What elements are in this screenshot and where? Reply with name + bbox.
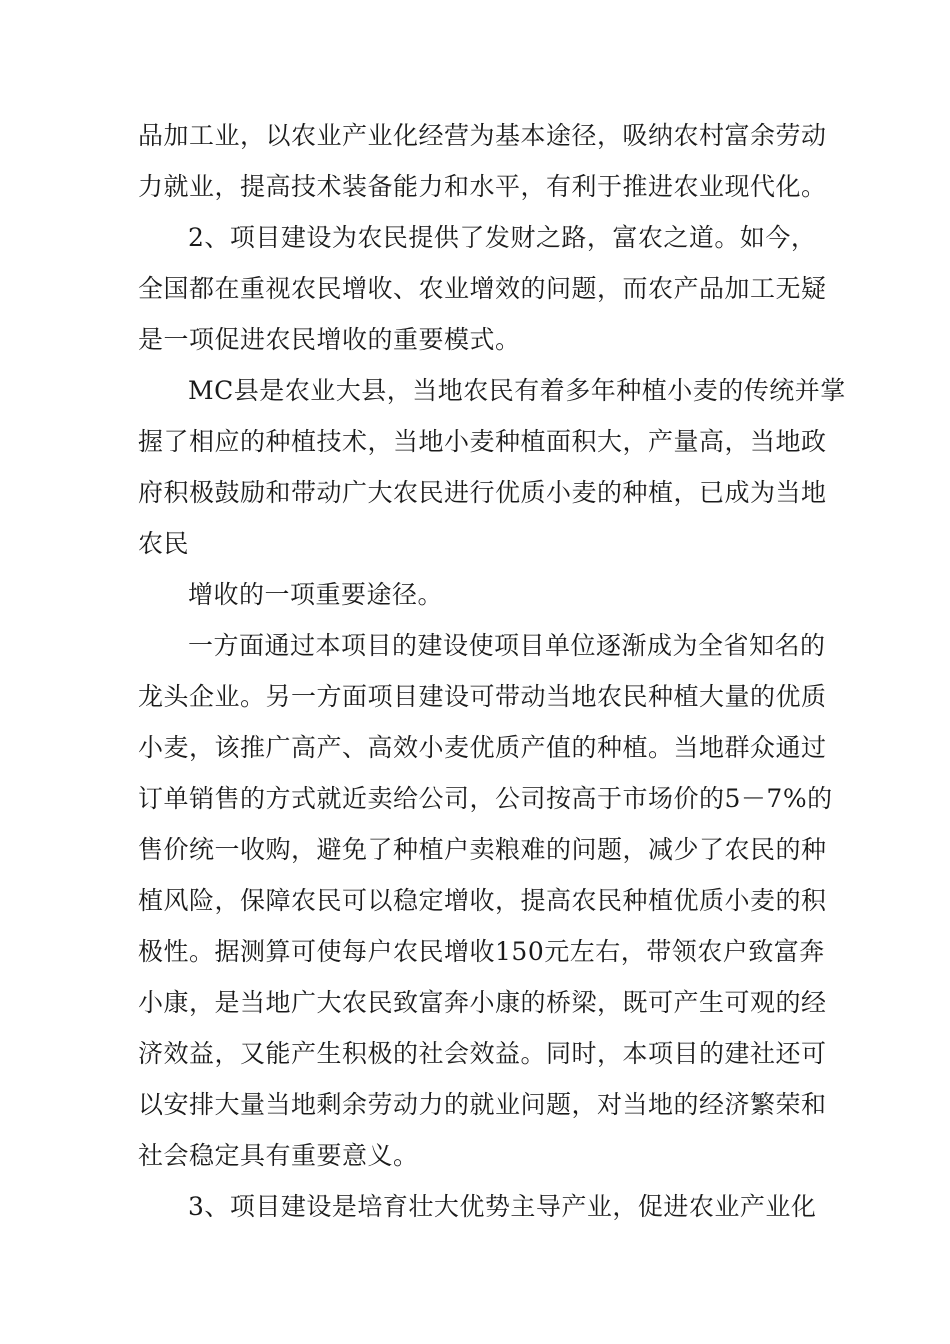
- text-line: 社会稳定具有重要意义。: [138, 1141, 419, 1170]
- text-line: 握了相应的种植技术，当地小麦种植面积大，产量高，当地政: [138, 427, 827, 456]
- paragraph-start: 3、项目建设是培育壮大优势主导产业，促进农业产业化: [188, 1192, 817, 1221]
- paragraph-start: 2、项目建设为农民提供了发财之路，富农之道。如今，: [188, 223, 817, 252]
- text-line: 力就业，提高技术装备能力和水平，有利于推进农业现代化。: [138, 172, 827, 201]
- text-line: 订单销售的方式就近卖给公司，公司按高于市场价的5－7%的: [138, 784, 833, 813]
- text-line: 府积极鼓励和带动广大农民进行优质小麦的种植，已成为当地: [138, 478, 827, 507]
- text-line: 以安排大量当地剩余劳动力的就业问题，对当地的经济繁荣和: [138, 1090, 827, 1119]
- text-line: 是一项促进农民增收的重要模式。: [138, 325, 521, 354]
- text-line: 龙头企业。另一方面项目建设可带动当地农民种植大量的优质: [138, 682, 827, 711]
- paragraph-start: 增收的一项重要途径。: [188, 580, 444, 609]
- paragraph-start: 一方面通过本项目的建设使项目单位逐渐成为全省知名的: [188, 631, 826, 660]
- text-line: 小康，是当地广大农民致富奔小康的桥梁，既可产生可观的经: [138, 988, 827, 1017]
- text-line: 农民: [138, 529, 190, 558]
- text-line: 植风险，保障农民可以稳定增收，提高农民种植优质小麦的积: [138, 886, 827, 915]
- text-line: 售价统一收购，避免了种植户卖粮难的问题，减少了农民的种: [138, 835, 827, 864]
- paragraph-start: MC县是农业大县，当地农民有着多年种植小麦的传统并掌: [188, 376, 846, 405]
- body-text: [138, 110, 846, 1232]
- text-line: 全国都在重视农民增收、农业增效的问题，而农产品加工无疑: [138, 274, 827, 303]
- text-line: 品加工业，以农业产业化经营为基本途径，吸纳农村富余劳动: [138, 121, 827, 150]
- text-line: 济效益，又能产生积极的社会效益。同时，本项目的建社还可: [138, 1039, 827, 1068]
- text-line: 小麦，该推广高产、高效小麦优质产值的种植。当地群众通过: [138, 733, 827, 762]
- text-line: 极性。据测算可使每户农民增收150元左右，带领农户致富奔: [138, 937, 825, 966]
